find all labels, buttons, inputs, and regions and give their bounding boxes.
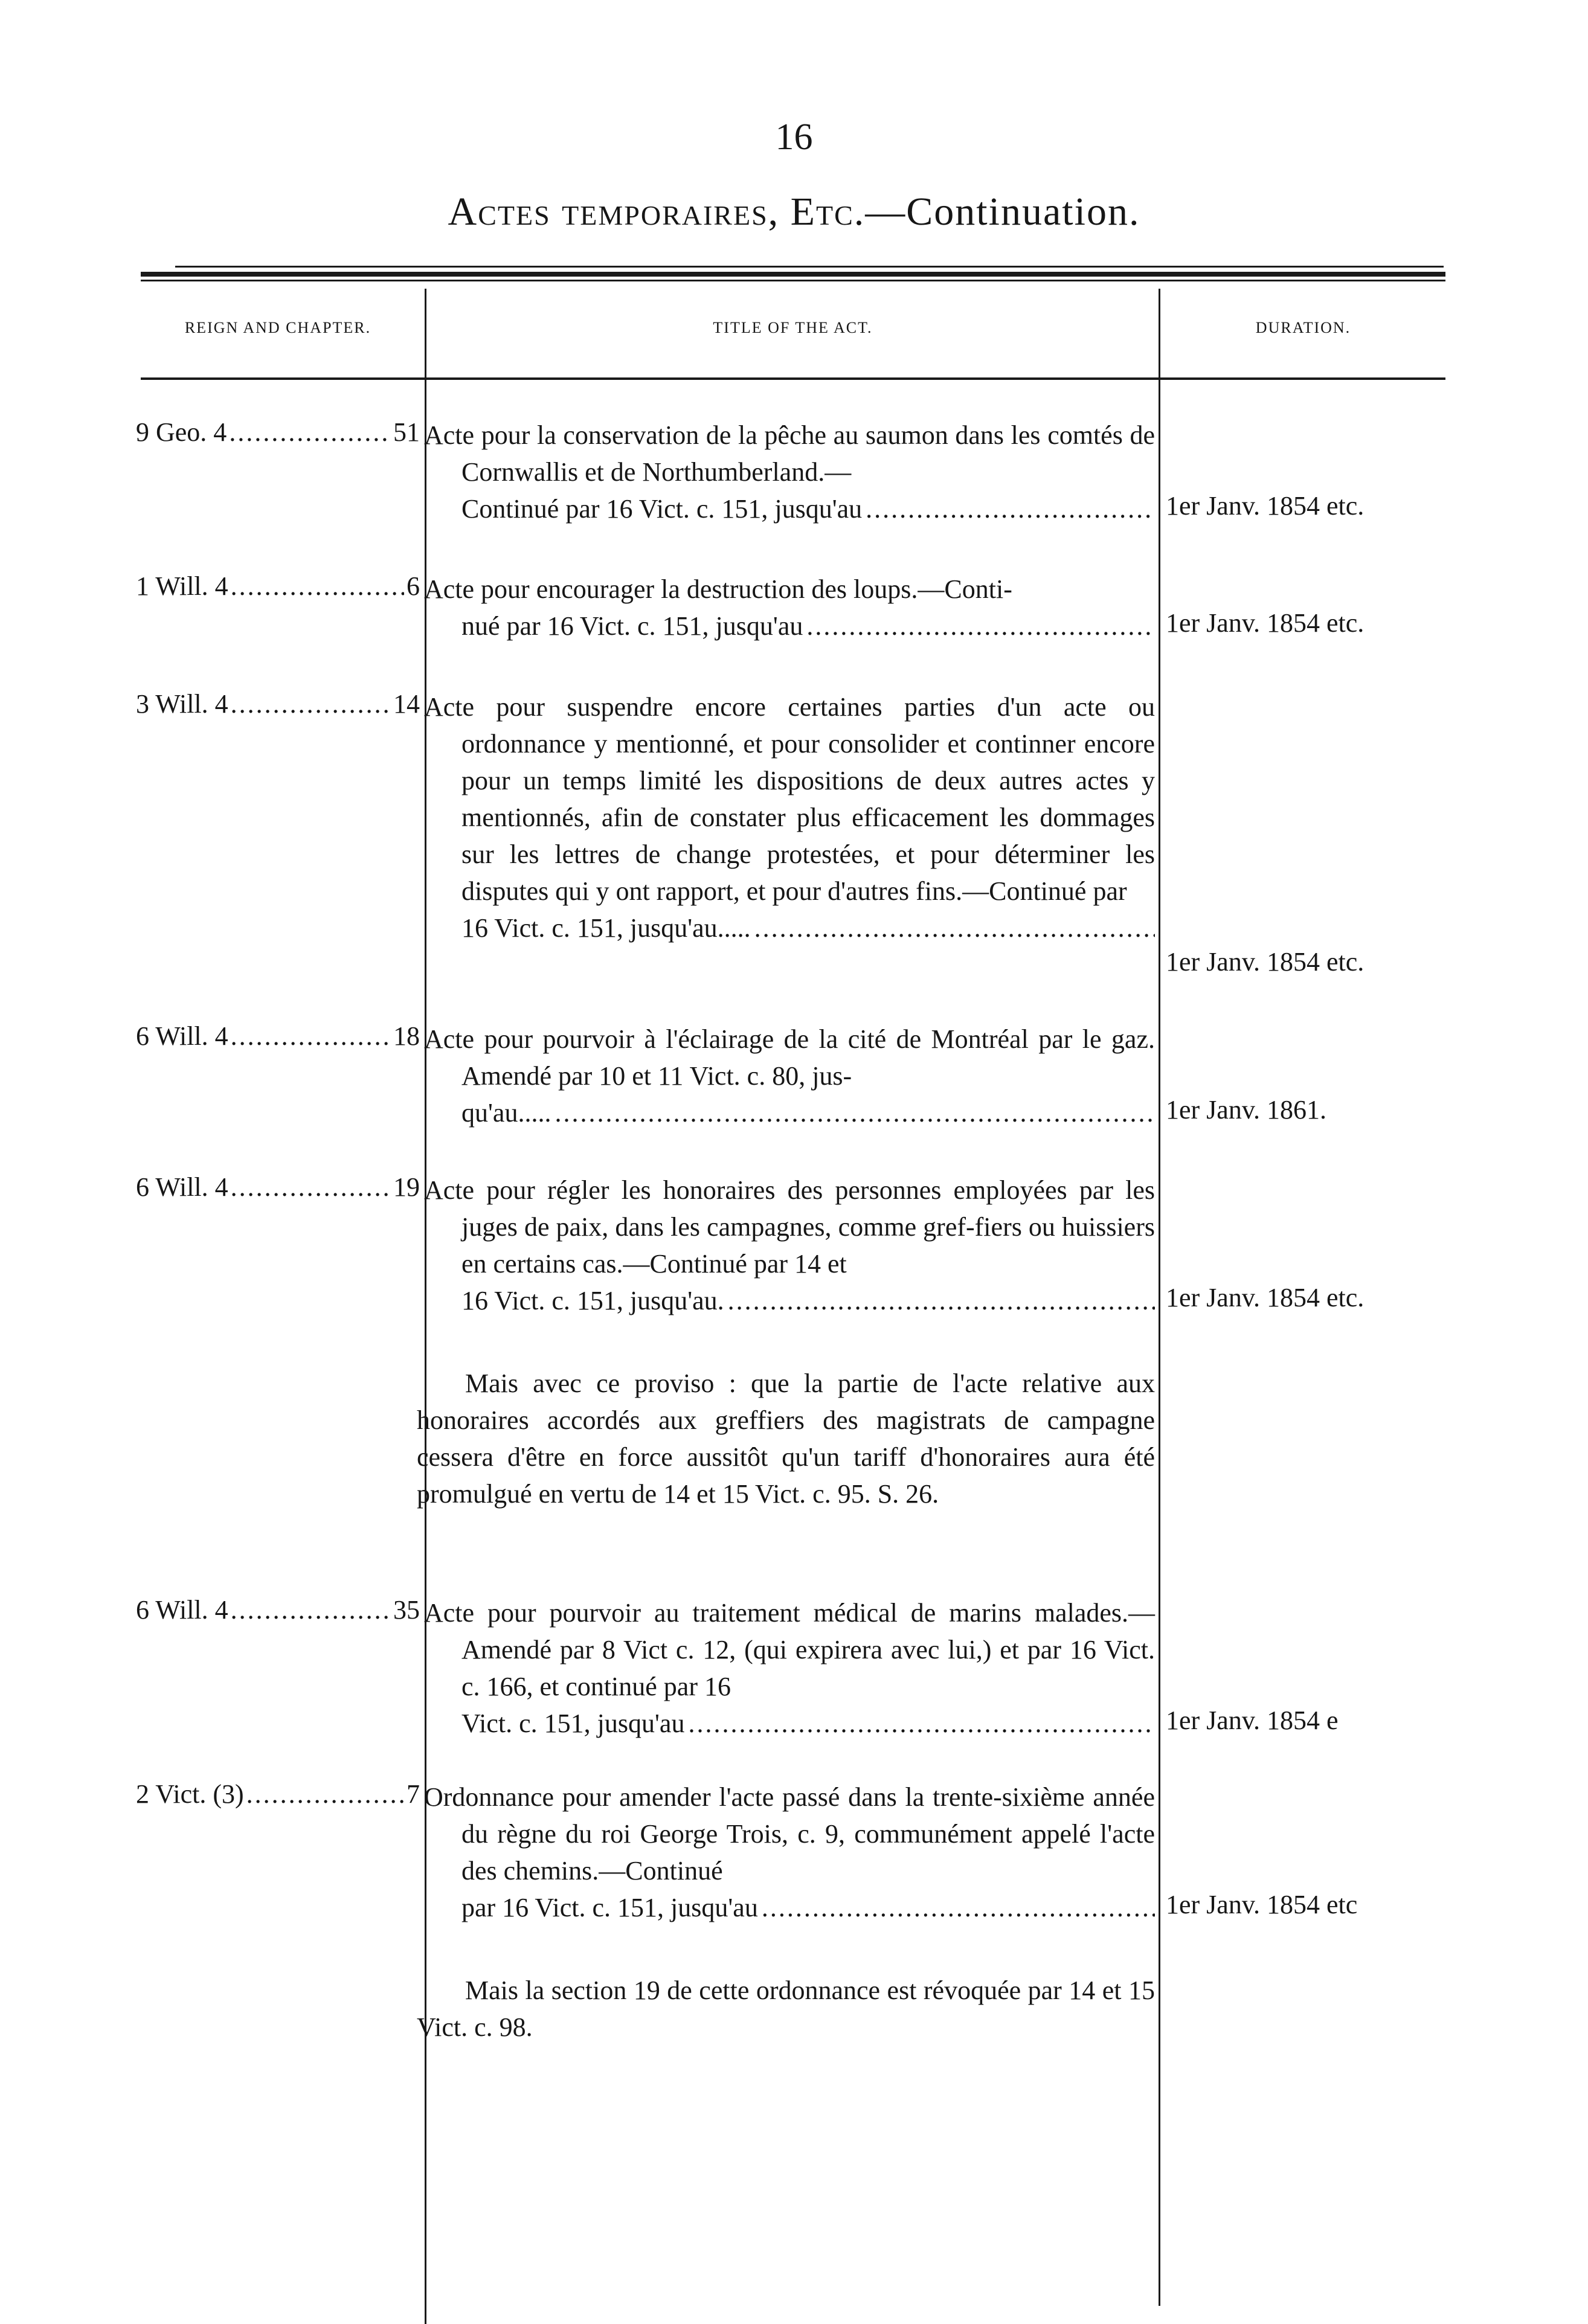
leader-dots: [555, 1094, 1155, 1131]
leader-dots: [246, 1779, 404, 1809]
act-title: Acte pour pourvoir au traitement médical de marins malades.—Amendé par 8 Vict c. 12, (qui expirera avec lui,) et par 16 Vict. c. 166, et continué par 16 Vict. c. 151, jusqu'au .....: [424, 1594, 1155, 1742]
chapter: 18: [393, 1021, 420, 1051]
reign-and-chapter: [136, 1779, 420, 1809]
leader-dots: [728, 1282, 1155, 1319]
column-header-duration: DURATION.: [1255, 319, 1351, 336]
header-rule-bottom: [141, 377, 1445, 380]
chapter: 6: [407, 571, 420, 601]
act-title-tail: par 16 Vict. c. 151, jusqu'au .....: [461, 1889, 1155, 1926]
act-title-tail: 16 Vict. c. 151, jusqu'au. .....: [461, 1282, 1155, 1319]
header-rule-top-thin: [175, 266, 1444, 268]
chapter: 14: [393, 689, 420, 719]
leader-dots: [754, 910, 1155, 946]
leader-dots: [231, 571, 404, 602]
reign: 6 Will. 4: [136, 1595, 228, 1625]
act-title: Ordonnance pour amender l'acte passé dans la trente-sixième année du règne du roi George Trois, c. 9, communément appelé l'acte des chemins.—Continué par 16 Vict. c. 151, jusqu'au .....: [424, 1779, 1155, 1926]
chapter: 51: [393, 417, 420, 447]
duration: 1er Janv. 1854 e: [1166, 1706, 1339, 1735]
chapter: 19: [393, 1172, 420, 1202]
reign: 1 Will. 4: [136, 571, 228, 601]
act-title: Acte pour régler les honoraires des personnes employées par les juges de paix, dans les campagnes, comme gref-fiers ou huissiers en certains cas.—Continué par 14 et 16 Vict. c. 151, jusqu'au. .....: [424, 1172, 1155, 1319]
duration: 1er Janv. 1854 etc.: [1166, 491, 1365, 521]
proviso-note: Mais avec ce proviso : que la partie de l'acte relative aux honoraires accordés aux greffiers des magistrats de campagne cessera d'être en force aussitôt qu'un tariff d'honoraires aura été promulgué en vertu de 14 et 15 Vict. c. 95. S. 26.: [417, 1369, 1155, 1509]
act-title: Acte pour pourvoir à l'éclairage de la cité de Montréal par le gaz. Amendé par 10 et 11 Vict. c. 80, jus- qu'au..... .....: [424, 1021, 1155, 1131]
act-title-tail: 16 Vict. c. 151, jusqu'au..... .....: [461, 910, 1155, 946]
duration: 1er Janv. 1854 etc.: [1166, 947, 1365, 977]
act-title: Acte pour la conservation de la pêche au saumon dans les comtés de Cornwallis et de Northumberland.— Continué par 16 Vict. c. 151, jusqu'au .....: [424, 417, 1155, 527]
leader-dots: [231, 1021, 391, 1051]
leader-dots: [231, 689, 391, 719]
header-rule-top-thick: [141, 272, 1445, 277]
duration: 1er Janv. 1861.: [1166, 1095, 1326, 1125]
leader-dots: [806, 608, 1155, 644]
reign-and-chapter: [136, 571, 420, 602]
act-title-tail: Continué par 16 Vict. c. 151, jusqu'au .....: [461, 490, 1155, 527]
reign-and-chapter: [136, 689, 420, 719]
leader-dots: [229, 417, 391, 448]
reign: 6 Will. 4: [136, 1172, 228, 1202]
reign: 6 Will. 4: [136, 1021, 228, 1051]
leader-dots: [762, 1889, 1155, 1926]
duration: 1er Janv. 1854 etc.: [1166, 1283, 1365, 1312]
reign: 9 Geo. 4: [136, 417, 227, 447]
column-header-title: TITLE OF THE ACT.: [713, 319, 873, 336]
chapter: 35: [393, 1595, 420, 1625]
act-title-tail: qu'au..... .....: [461, 1094, 1155, 1131]
duration: 1er Janv. 1854 etc.: [1166, 608, 1365, 638]
leader-dots: [688, 1705, 1155, 1742]
proviso-note: Mais la section 19 de cette ordonnance est révoquée par 14 et 15 Vict. c. 98.: [417, 1976, 1155, 2042]
reign: 3 Will. 4: [136, 689, 228, 719]
column-divider-right: [1159, 289, 1160, 2306]
reign-and-chapter: [136, 1594, 420, 1625]
chapter: 7: [407, 1779, 420, 1809]
act-title: Acte pour encourager la destruction des loups.—Conti- nué par 16 Vict. c. 151, jusqu'au .....: [424, 571, 1155, 644]
act-title-tail: Vict. c. 151, jusqu'au .....: [461, 1705, 1155, 1742]
column-header-reign: REIGN AND CHAPTER.: [184, 319, 371, 336]
reign-and-chapter: [136, 417, 420, 448]
leader-dots: [231, 1172, 391, 1202]
page-title: Actes temporaires, Etc.—Continuation.: [448, 190, 1140, 234]
leader-dots: [866, 490, 1155, 527]
reign-and-chapter: [136, 1172, 420, 1202]
leader-dots: [231, 1594, 391, 1625]
header-rule-top-3: [141, 280, 1445, 281]
reign: 2 Vict. (3): [136, 1779, 244, 1809]
duration: 1er Janv. 1854 etc: [1166, 1890, 1358, 1919]
page-number: 16: [775, 117, 813, 158]
act-title: Acte pour suspendre encore certaines parties d'un acte ou ordonnance y mentionné, et pour consolider et continner encore pour un temps limité les dispositions de deux autres actes y mentionnés, afin de constater plus efficacement les dommages sur les lettres de change protestées, et pour déterminer les disputes qui y ont rapport, et pour d'autres fins.—Continué par 16 Vict. c. 151, jusqu'au..... .....: [424, 689, 1155, 946]
reign-and-chapter: [136, 1021, 420, 1051]
act-title-tail: nué par 16 Vict. c. 151, jusqu'au .....: [461, 608, 1155, 644]
